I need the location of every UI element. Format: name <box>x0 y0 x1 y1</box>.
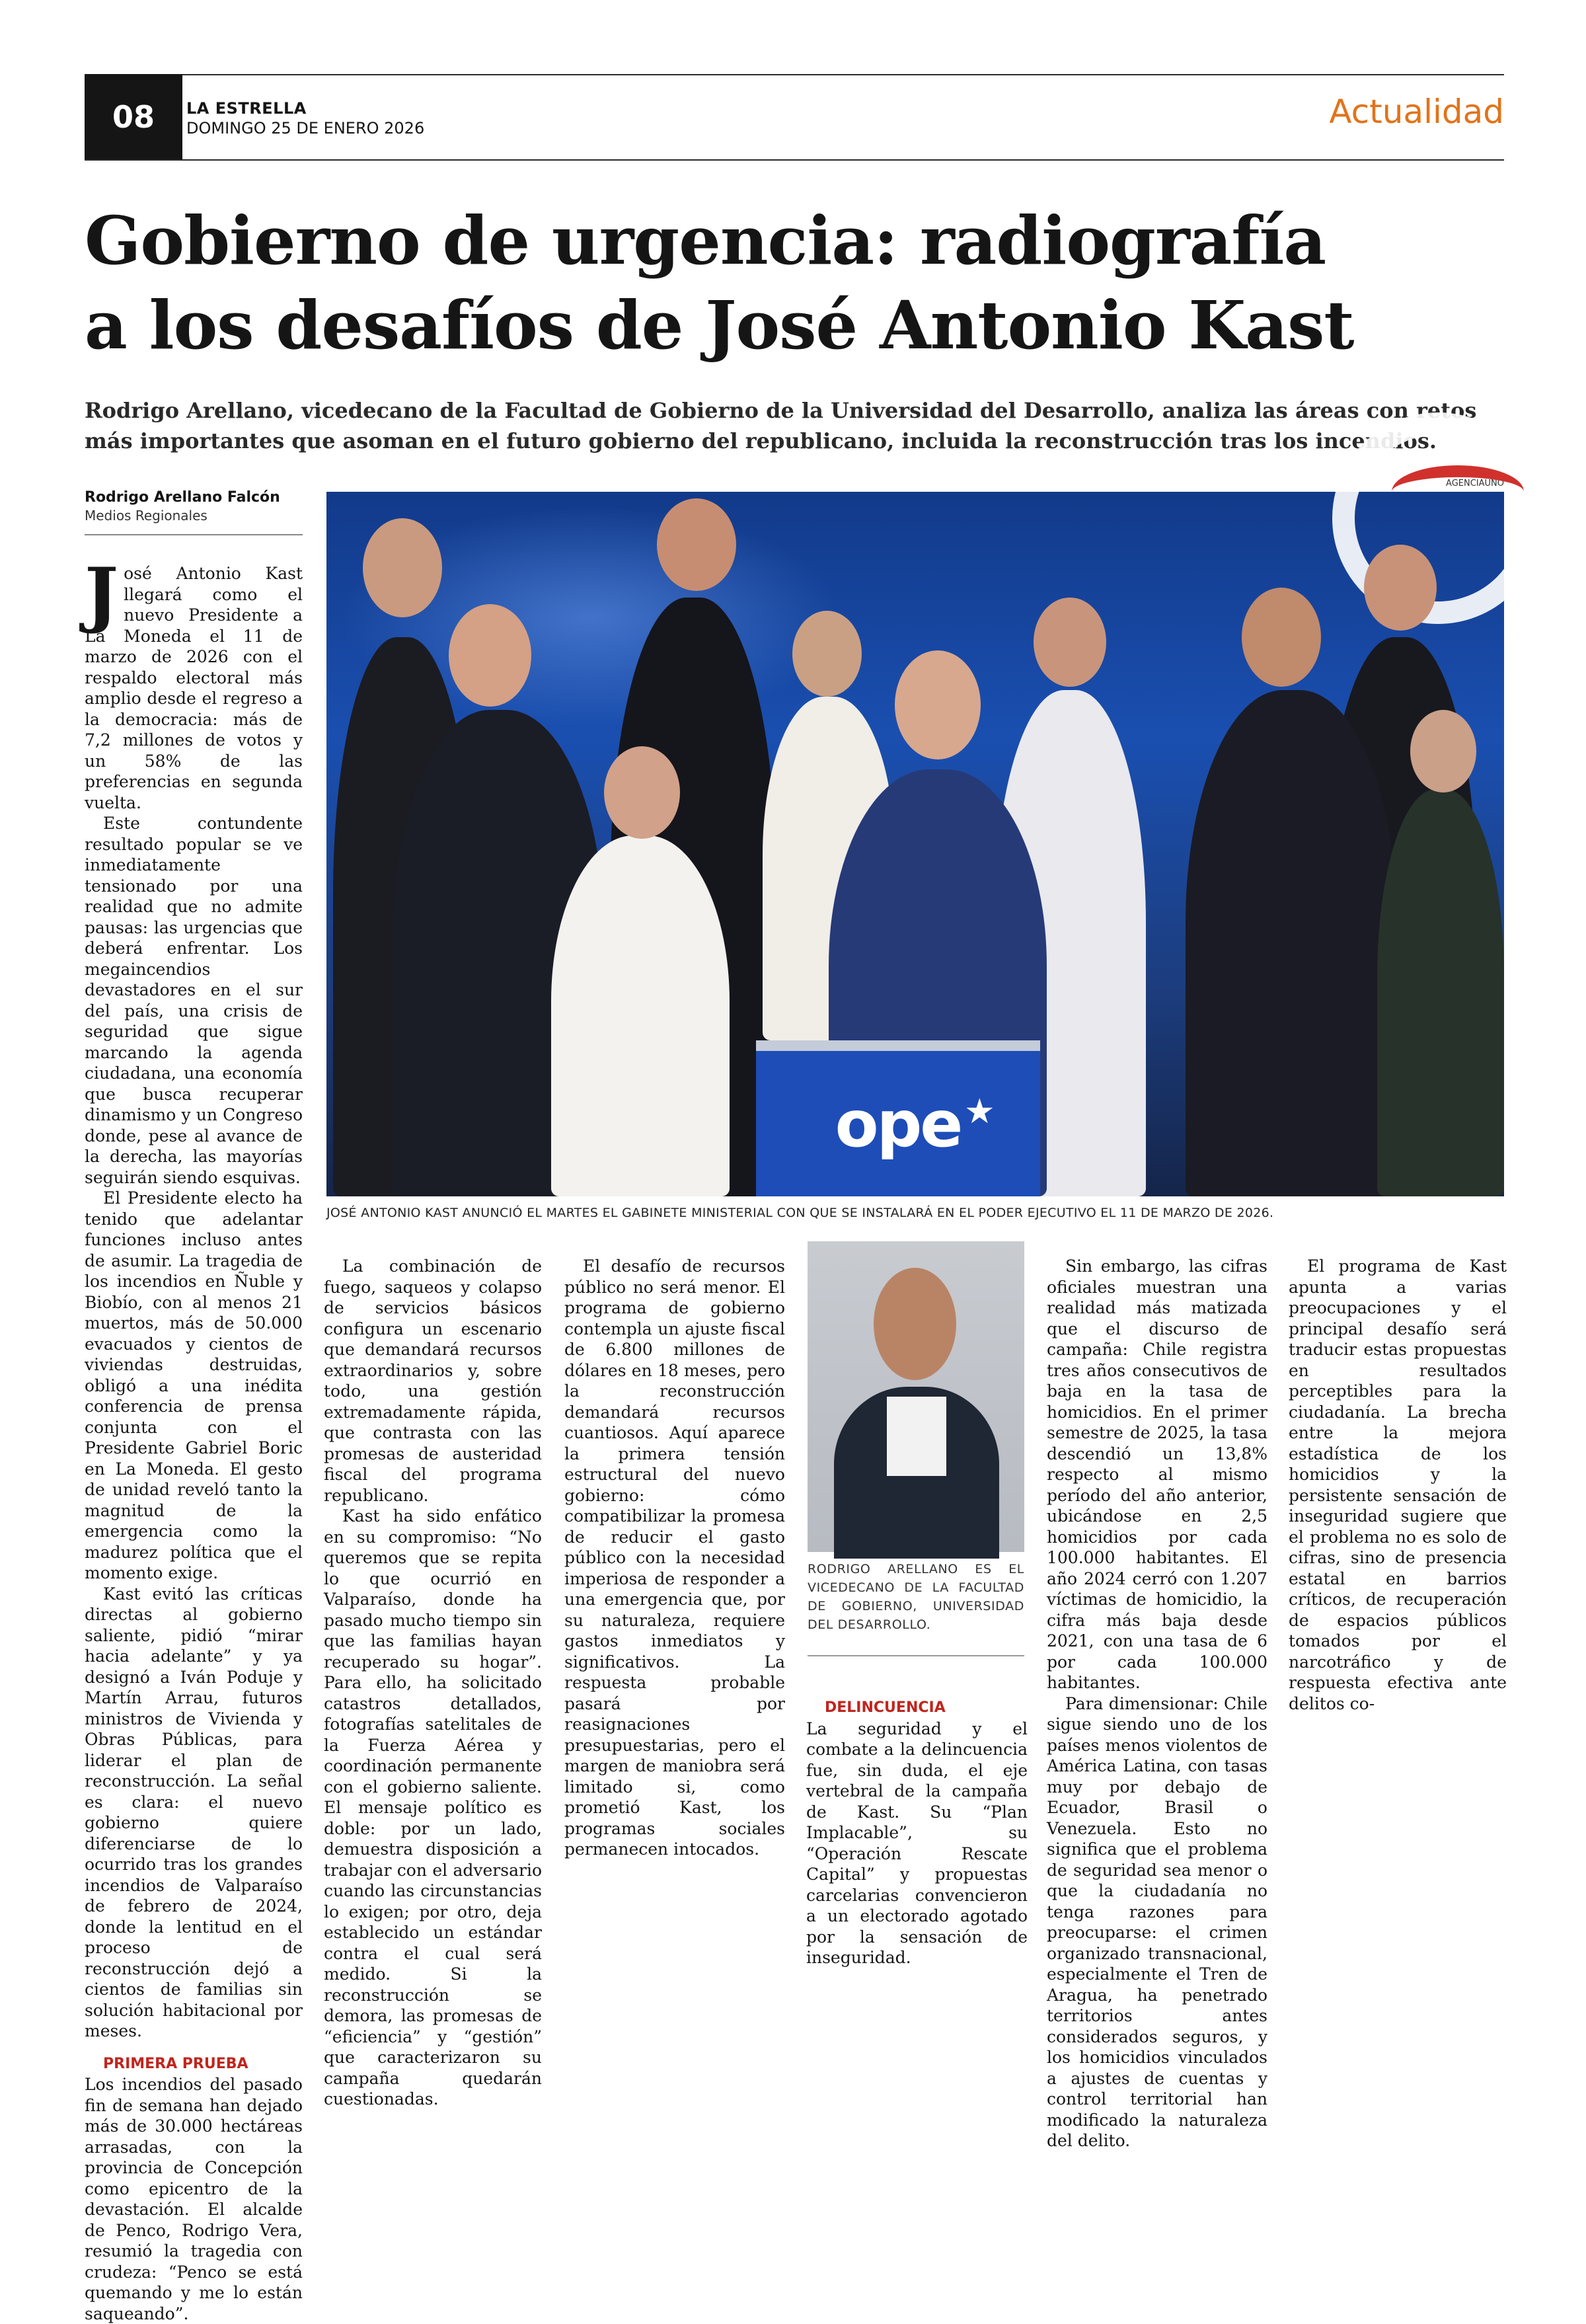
article-column-4 <box>806 1671 1028 1967</box>
article-column-2 <box>324 1256 542 2109</box>
byline-rule <box>85 534 303 535</box>
figure-man-red-tie-head <box>449 604 531 707</box>
main-photo-credit: AGENCIAUNO <box>1446 479 1504 488</box>
portrait-caption: RODRIGO ARELLANO ES EL VICEDECANO DE LA FACULTAD DE GOBIERNO, UNIVERSIDAD DEL DESARROLLO. <box>808 1562 1024 1632</box>
article-paragraph-12: El programa de Kast apunta a varias preocupaciones y el principal desafío será traducir estas propuestas en resultados perceptibles para la ciudadanía. La brecha entre la mejora estadística de los homicidios y la persistente sensación de inseguridad sugiere que el problema no es solo de cifras, sino de presencia estatal en barrios críticos, de recuperación de espacios públicos tomados por el narcotráfico y de respuesta efectiva ante delitos co- <box>1289 1257 1507 1713</box>
figure-woman-white-jacket <box>551 835 730 1196</box>
article-column-1 <box>85 553 303 2323</box>
article-paragraph-5: Los incendios del pasado fin de semana han dejado más de 30.000 hectáreas arrasadas, con la provincia de Concepción como epicentro de la devastación. El alcalde de Penco, Rodrigo Vera, resumió la tragedia con crudeza: “Penco se está quemando y me lo están saqueando”. <box>85 2075 303 2323</box>
article-column-5 <box>1047 1256 1267 2150</box>
figure-back-center-head <box>657 498 736 591</box>
article-column-6 <box>1289 1256 1507 1910</box>
portrait-shirt <box>887 1397 946 1476</box>
publication-name: LA ESTRELLA <box>186 99 307 118</box>
headline-line-1: Gobierno de urgencia: radiografía <box>85 202 1326 280</box>
headline-line-2: a los desafíos de José Antonio Kast <box>85 286 1354 364</box>
figure-speaker-head <box>895 650 981 759</box>
portrait-caption-rule <box>808 1655 1024 1656</box>
figure-man-right-head <box>1242 588 1321 687</box>
article-paragraph-11: Para dimensionar: Chile sigue siendo uno de los países menos violentos de América Latina, con tasas muy por debajo de Ecuador, Brasil o Venezuela. Esto no significa que el problema de seguridad sea menor o que la ciudadanía no tenga razones para preocuparse: el crimen organizado transnacional, especialmente el Tren de Aragua, ha penetrado territorios antes considerados seguros, y los homicidios vinculados a ajustes de cuentas y control territorial han modificado la naturaleza del delito. <box>1047 1693 1267 2150</box>
section-label: Actualidad <box>1329 93 1504 131</box>
byline-organization: Medios Regionales <box>85 508 208 523</box>
portrait-head <box>874 1268 956 1380</box>
dropcap: J <box>85 553 119 636</box>
header-bottom-rule <box>85 159 1504 161</box>
byline-author: Rodrigo Arellano Falcón <box>85 489 280 506</box>
article-paragraph-1: José Antonio Kast llegará como el nuevo Presidente a La Moneda el 11 de marzo de 2026 con el respaldo electoral más amplio desde el regreso a la democracia: más de 7,2 millones de votos y un 58% de las preferencias en segunda vuelta. <box>85 553 303 812</box>
portrait-photo <box>808 1241 1024 1552</box>
main-photo-caption: JOSÉ ANTONIO KAST ANUNCIÓ EL MARTES EL GABINETE MINISTERIAL CON QUE SE INSTALARÁ EN EL PODER EJECUTIVO EL 11 DE MARZO DE 2026. <box>326 1206 1274 1220</box>
article-paragraph-4: Kast evitó las críticas directas al gobierno saliente, pidió “mirar hacia adelante” y ya designó a Iván Poduje y Martín Arrau, futuros ministros de Vivienda y Obras Públicas, para liderar el plan de reconstrucción. La señal es clara: el nuevo gobierno quiere diferenciarse de lo ocurrido tras los grandes incendios de Valparaíso de febrero de 2024, donde la lentitud en el proceso de reconstrucción dejó a cientos de familias sin solución habitacional por meses. <box>85 1584 303 2040</box>
podium-logo: ope <box>835 1087 962 1161</box>
figure-woman-white-jacket-head <box>604 746 680 839</box>
article-paragraph-3: El Presidente electo ha tenido que adelantar funciones incluso antes de asumir. La tragedia de los incendios en Ñuble y Biobío, con al menos 21 muertos, más de 50.000 evacuados y cientos de viviendas destruidas, obligó a una inédita conferencia de prensa conjunta con el Presidente Gabriel Boric en La Moneda. El gesto de unidad reveló tanto la magnitud de la emergencia como la madurez política que el momento exige. <box>85 1188 303 1582</box>
figure-man-right <box>1186 690 1397 1196</box>
subhead-primera-prueba: PRIMERA PRUEBA <box>103 2055 248 2072</box>
article-paragraph-2: Este contundente resultado popular se ve inmediatamente tensionado por una realidad que no admite pausas: las urgencias que deberá enfrentar. Los megaincendios devastadores en el sur del país, una crisis de seguridad que sigue marcando la agenda ciudadana, una economía que busca recuperar dinamismo y un Congreso donde, pese al avance de la derecha, las mayorías seguirán siendo esquivas. <box>85 814 303 1187</box>
figure-woman-green-vest-head <box>1410 710 1476 793</box>
figure-woman-white-dress-head <box>792 611 862 697</box>
figure-back-left-head <box>363 518 442 617</box>
star-icon: ★ <box>964 1092 995 1132</box>
subhead-delincuencia: DELINCUENCIA <box>825 1699 946 1716</box>
figure-back-woman-head <box>1034 598 1106 687</box>
page-number: 08 <box>85 74 182 160</box>
article-paragraph-9: La seguridad y el combate a la delincuencia fue, sin duda, el eje vertebral de la campaña de Kast. Su “Plan Implacable”, su “Operación Rescate Capital” y propuestas carcelarias convencieron a un electorado agotado por la sensación de inseguridad. <box>806 1719 1028 1967</box>
headline <box>85 198 1505 368</box>
article-column-3 <box>564 1256 785 1910</box>
article-paragraph-10: Sin embargo, las cifras oficiales muestran una realidad más matizada que el discurso de campaña: Chile registra tres años consecutivos de baja en la tasa de homicidios. En el primer semestre de 2025, la tasa descendió un 13,8% respecto al mismo período del año anterior, ubicándose en 2,5 homicidios por cada 100.000 habitantes. El año 2024 cerró con 1.207 víctimas de homicidio, la cifra más baja desde 2021, con una tasa de 6 por cada 100.000 habitantes. <box>1047 1257 1267 1692</box>
backdrop-logo-arc <box>1392 465 1524 518</box>
figure-back-right-head <box>1364 545 1437 631</box>
publication-date: DOMINGO 25 DE ENERO 2026 <box>186 119 425 137</box>
article-paragraph-8: El desafío de recursos público no será menor. El programa de gobierno contempla un ajuste fiscal de 6.800 millones de dólares en 18 meses, pero la reconstrucción demandará recursos cuantiosos. Aquí aparece la primera tensión estructural del nuevo gobierno: cómo compatibilizar la promesa de reducir el gasto público con la necesidad imperiosa de responder a una emergencia que, por su naturaleza, requiere gastos inmediatos y significativos. La respuesta probable pasará por reasignaciones presupuestarias, pero el margen de maniobra será limitado si, como prometió Kast, los programas sociales permanecen intocados. <box>564 1257 785 1859</box>
podium <box>756 1040 1040 1196</box>
figure-woman-green-vest <box>1377 789 1504 1196</box>
article-paragraph-6: La combinación de fuego, saqueos y colapso de servicios básicos configura un escenario que demandará recursos extraordinarios y, sobre todo, una gestión extremadamente rápida, que contrasta con las promesas de austeridad fiscal del programa republicano. <box>324 1257 542 1505</box>
header-top-rule <box>85 74 1504 75</box>
article-paragraph-7: Kast ha sido enfático en su compromiso: “No queremos que se repita lo que ocurrió en Valparaíso, donde ha pasado mucho tiempo sin que las familias hayan recuperado su hogar”. Para ello, ha solicitado catastros detallados, fotografías satelitales de la Fuerza Aérea y coordinación permanente con el gobierno saliente. El mensaje político es doble: por un lado, demuestra disposición a trabajar con el adversario cuando las circunstancias lo exigen; por otro, deja establecido un estándar contra el cual será medido. Si la reconstrucción se demora, las promesas de “eficiencia” y “gestión” que caracterizaron su campaña quedarán cuestionadas. <box>324 1506 542 2109</box>
article-deck: Rodrigo Arellano, vicedecano de la Facultad de Gobierno de la Universidad del Desarrollo, analiza las áreas con retos más importantes que asoman en el futuro gobierno del republicano, incluida la reconstrucción tras los incendios. <box>85 398 1477 453</box>
main-photo <box>326 492 1504 1196</box>
